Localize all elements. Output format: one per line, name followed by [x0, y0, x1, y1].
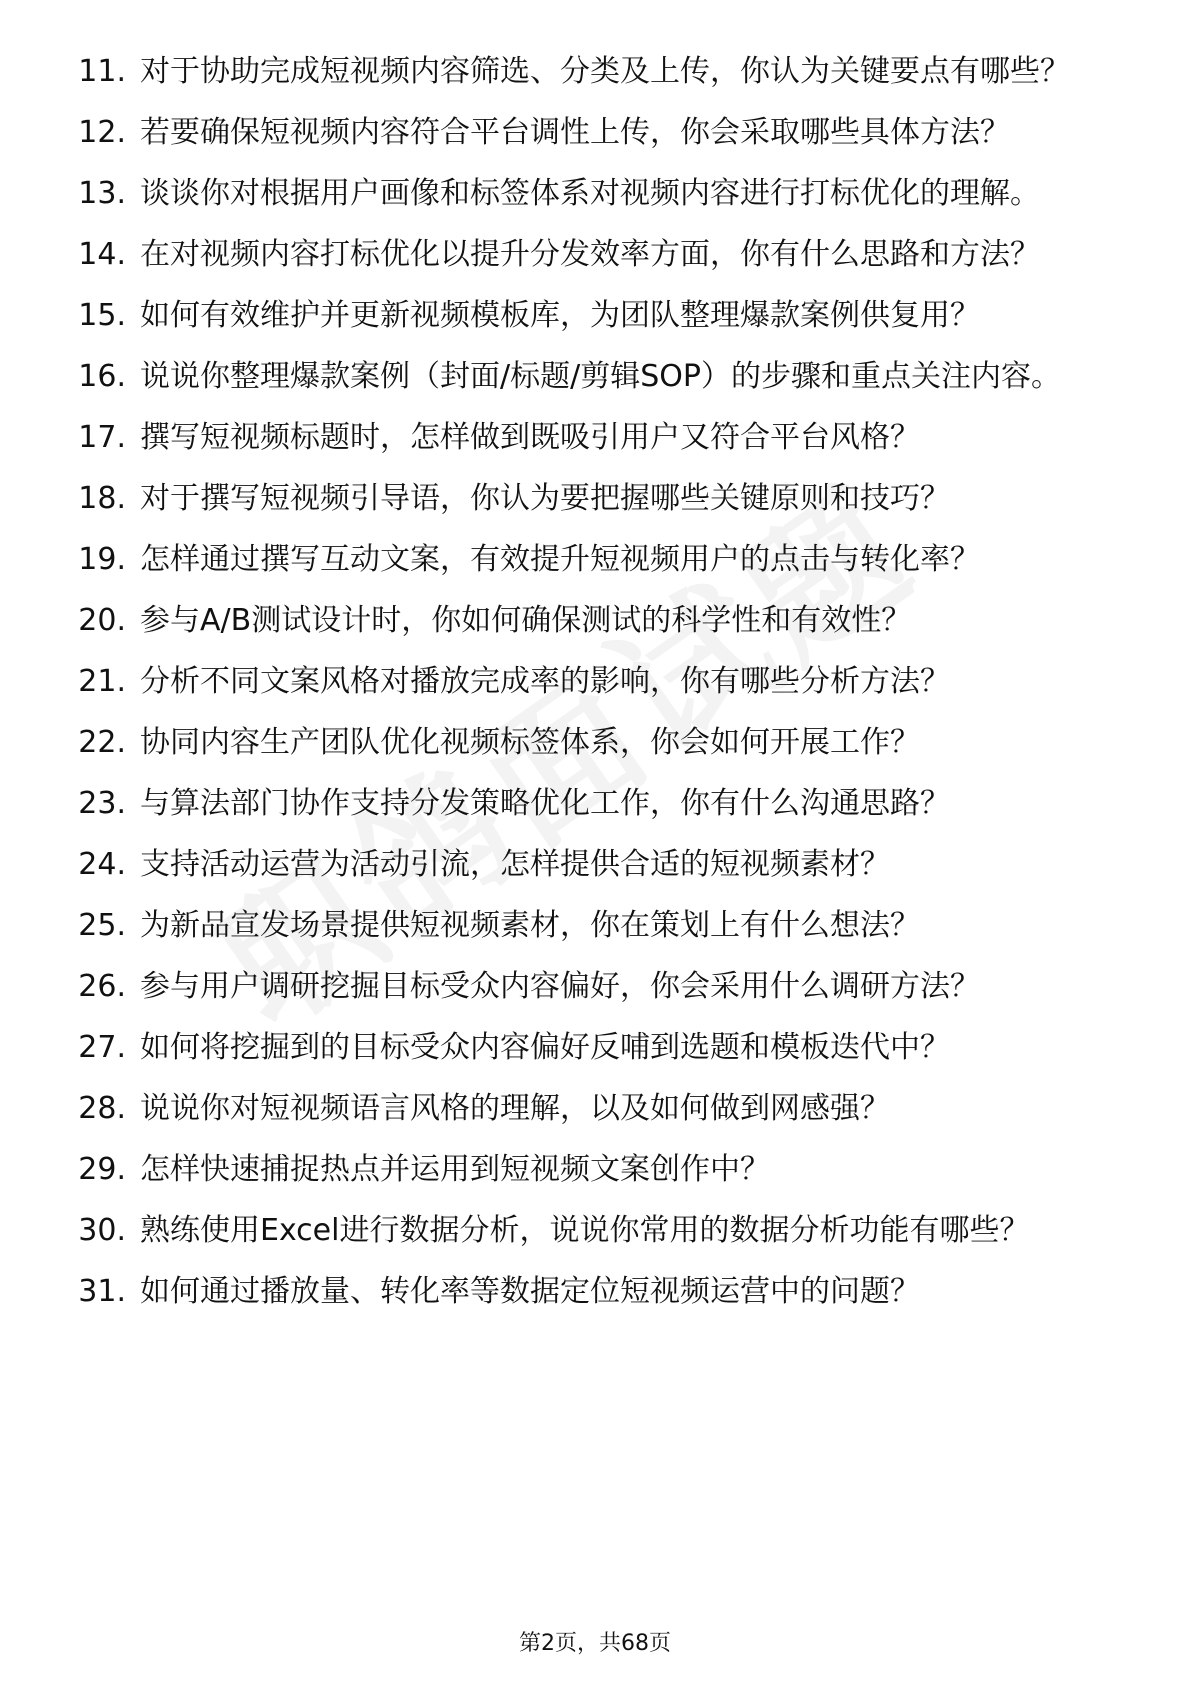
question-item: [56, 1211, 1116, 1250]
question-item: [56, 967, 1116, 1006]
question-number: 19.: [78, 542, 126, 577]
question-number: 26.: [78, 969, 126, 1004]
question-item: [56, 845, 1116, 884]
question-number: 22.: [78, 725, 126, 760]
question-text: 为新品宣发场景提供短视频素材，你在策划上有什么想法？: [140, 908, 920, 943]
question-text: 协同内容生产团队优化视频标签体系，你会如何开展工作？: [140, 725, 920, 760]
question-item: [56, 601, 1116, 640]
question-text: 怎样通过撰写互动文案，有效提升短视频用户的点击与转化率？: [140, 542, 980, 577]
question-text: 如何将挖掘到的目标受众内容偏好反哺到选题和模板迭代中？: [140, 1030, 950, 1065]
question-item: [56, 235, 1116, 274]
question-number: 18.: [78, 481, 126, 516]
question-text: 在对视频内容打标优化以提升分发效率方面，你有什么思路和方法？: [140, 237, 1040, 272]
question-item: [56, 357, 1116, 396]
page-indicator: 第2页，共68页: [519, 1631, 671, 1656]
question-number: 11.: [78, 54, 126, 89]
question-number: 28.: [78, 1091, 126, 1126]
question-item: [56, 52, 1116, 91]
question-item: [56, 479, 1116, 518]
question-item: [56, 1272, 1116, 1311]
question-number: 31.: [78, 1274, 126, 1309]
question-number: 24.: [78, 847, 126, 882]
question-number: 12.: [78, 115, 126, 150]
question-item: [56, 784, 1116, 823]
question-number: 20.: [78, 603, 126, 638]
question-item: [56, 174, 1116, 213]
question-item: [56, 540, 1116, 579]
question-number: 13.: [78, 176, 126, 211]
question-text: 与算法部门协作支持分发策略优化工作，你有什么沟通思路？: [140, 786, 950, 821]
question-number: 14.: [78, 237, 126, 272]
question-number: 16.: [78, 359, 126, 394]
question-text: 熟练使用Excel进行数据分析，说说你常用的数据分析功能有哪些？: [140, 1213, 1030, 1248]
question-item: [56, 662, 1116, 701]
question-item: [56, 906, 1116, 945]
question-item: [56, 113, 1116, 152]
question-text: 参与用户调研挖掘目标受众内容偏好，你会采用什么调研方法？: [140, 969, 980, 1004]
question-text: 如何通过播放量、转化率等数据定位短视频运营中的问题？: [140, 1274, 920, 1309]
question-item: [56, 723, 1116, 762]
question-item: [56, 1028, 1116, 1067]
question-number: 17.: [78, 420, 126, 455]
question-text: 撰写短视频标题时，怎样做到既吸引用户又符合平台风格？: [140, 420, 920, 455]
question-number: 21.: [78, 664, 126, 699]
question-number: 30.: [78, 1213, 126, 1248]
question-text: 参与A/B测试设计时，你如何确保测试的科学性和有效性？: [140, 603, 912, 638]
question-text: 若要确保短视频内容符合平台调性上传，你会采取哪些具体方法？: [140, 115, 1010, 150]
question-item: [56, 1150, 1116, 1189]
question-text: 分析不同文案风格对播放完成率的影响，你有哪些分析方法？: [140, 664, 950, 699]
question-text: 谈谈你对根据用户画像和标签体系对视频内容进行打标优化的理解。: [140, 176, 1040, 211]
question-number: 23.: [78, 786, 126, 821]
question-number: 15.: [78, 298, 126, 333]
question-number: 29.: [78, 1152, 126, 1187]
question-text: 对于协助完成短视频内容筛选、分类及上传，你认为关键要点有哪些？: [140, 54, 1070, 89]
question-item: [56, 418, 1116, 457]
question-text: 说说你对短视频语言风格的理解，以及如何做到网感强？: [140, 1091, 890, 1126]
question-list: [56, 52, 1116, 1333]
question-text: 支持活动运营为活动引流，怎样提供合适的短视频素材？: [140, 847, 890, 882]
question-number: 27.: [78, 1030, 126, 1065]
question-text: 说说你整理爆款案例（封面/标题/剪辑SOP）的步骤和重点关注内容。: [140, 359, 1061, 394]
question-text: 对于撰写短视频引导语，你认为要把握哪些关键原则和技巧？: [140, 481, 950, 516]
question-item: [56, 1089, 1116, 1128]
question-text: 如何有效维护并更新视频模板库，为团队整理爆款案例供复用？: [140, 298, 980, 333]
question-text: 怎样快速捕捉热点并运用到短视频文案创作中？: [140, 1152, 770, 1187]
question-number: 25.: [78, 908, 126, 943]
question-item: [56, 296, 1116, 335]
